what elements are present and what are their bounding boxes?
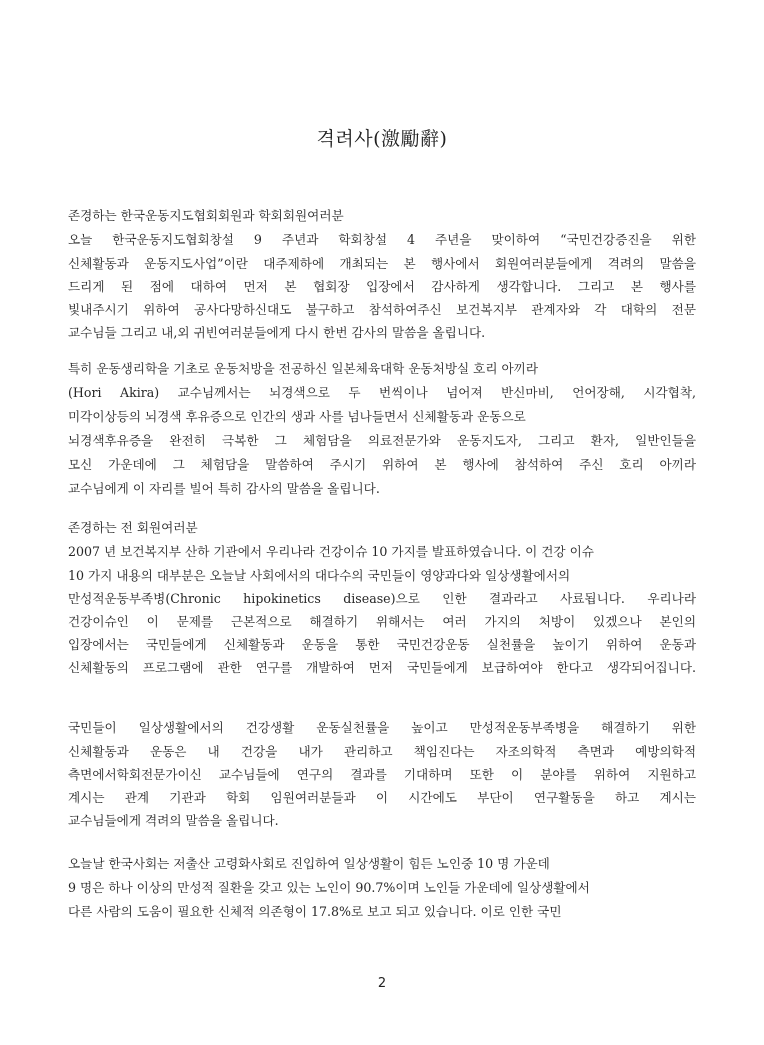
text-line: 신체활동의 프로그램에 관한 연구를 개발하여 먼저 국민들에게 보급하여야 한다고 생각되어집니다. [68,660,696,675]
text-line: 측면에서학회전문가이신 교수님들에 연구의 결과를 기대하며 또한 이 분야를 위하여 지원하고 [68,767,696,782]
text-line: 9 명은 하나 이상의 만성적 질환을 갖고 있는 노인이 90.7%이며 노인들 가운데에 일상생활에서 [68,880,590,895]
text-line: 교수님들 그리고 내,외 귀빈여러분들에게 다시 한번 감사의 말씀을 올립니다. [68,325,486,340]
text-line: 오늘 한국운동지도협회창설 9 주년과 학회창설 4 주년을 맞이하여 “국민건강증진을 위한 [68,232,696,247]
text-line: 다른 사람의 도움이 필요한 신체적 의존형이 17.8%로 보고 되고 있습니다. 이로 인한 국민 [68,904,562,919]
text-line: 신체활동과 운동지도사업”이란 대주제하에 개최되는 본 행사에서 회원여러분들에게 격려의 말씀을 [68,256,696,271]
text-line: 모신 가운데에 그 체험담을 말씀하여 주시기 위하여 본 행사에 참석하여 주신 호리 아끼라 [68,457,696,472]
text-line: 드리게 된 점에 대하여 먼저 본 협회장 입장에서 감사하게 생각합니다. 그리고 본 행사를 [68,279,696,294]
text-line: 교수님들에게 격려의 말씀을 올립니다. [68,813,279,828]
text-line: 빛내주시기 위하여 공사다망하신대도 불구하고 참석하여주신 보건복지부 관계자와 각 대학의 전문 [68,302,696,317]
text-line: 계시는 관계 기관과 학회 임원여러분들과 이 시간에도 부단이 연구활동을 하고 계시는 [68,790,696,805]
text-line: 특히 운동생리학을 기초로 운동처방을 전공하신 일본체육대학 운동처방실 호리 아끼라 [68,361,538,376]
text-line: 10 가지 내용의 대부분은 오늘날 사회에서의 대다수의 국민들이 영양과다와 일상생활에서의 [68,568,571,583]
text-line: 존경하는 한국운동지도협회회원과 학회회원여러분 [68,208,344,223]
page-title: 격려사(激勵辭) [316,128,448,150]
text-line: 뇌경색후유증을 완전히 극복한 그 체험담을 의료전문가와 운동지도자, 그리고 환자, 일반인들을 [68,433,696,448]
text-line: 국민들이 일상생활에서의 건강생활 운동실천률을 높이고 만성적운동부족병을 해결하기 위한 [68,720,696,735]
text-line: 2007 년 보건복지부 산하 기관에서 우리나라 건강이슈 10 가지를 발표하였습니다. 이 건강 이슈 [68,544,594,559]
text-line: 교수님에게 이 자리를 빌어 특히 감사의 말씀을 올립니다. [68,481,380,496]
text-line: 만성적운동부족병(Chronic hipokinetics disease)으로 인한 결과라고 사료됩니다. 우리나라 [68,591,696,606]
text-line: 건강이슈인 이 문제를 근본적으로 해결하기 위해서는 여러 가지의 처방이 있겠으나 본인의 [68,614,696,629]
text-line: 오늘날 한국사회는 저출산 고령화사회로 진입하여 일상생활이 힘든 노인중 10 명 가운데 [68,856,550,871]
text-line: 미각이상등의 뇌경색 후유증으로 인간의 생과 사를 넘나들면서 신체활동과 운동으로 [68,409,526,424]
text-line: 존경하는 전 회원여러분 [68,520,198,535]
page-number: 2 [377,976,387,991]
text-line: (Hori Akira) 교수님께서는 뇌경색으로 두 번씩이나 넘어져 반신마비, 언어장해, 시각협착, [68,385,696,400]
text-line: 입장에서는 국민들에게 신체활동과 운동을 통한 국민건강운동 실천률을 높이기 위하여 운동과 [68,637,696,652]
text-line: 신체활동과 운동은 내 건강을 내가 관리하고 책임진다는 자조의학적 측면과 예방의학적 [68,744,696,759]
